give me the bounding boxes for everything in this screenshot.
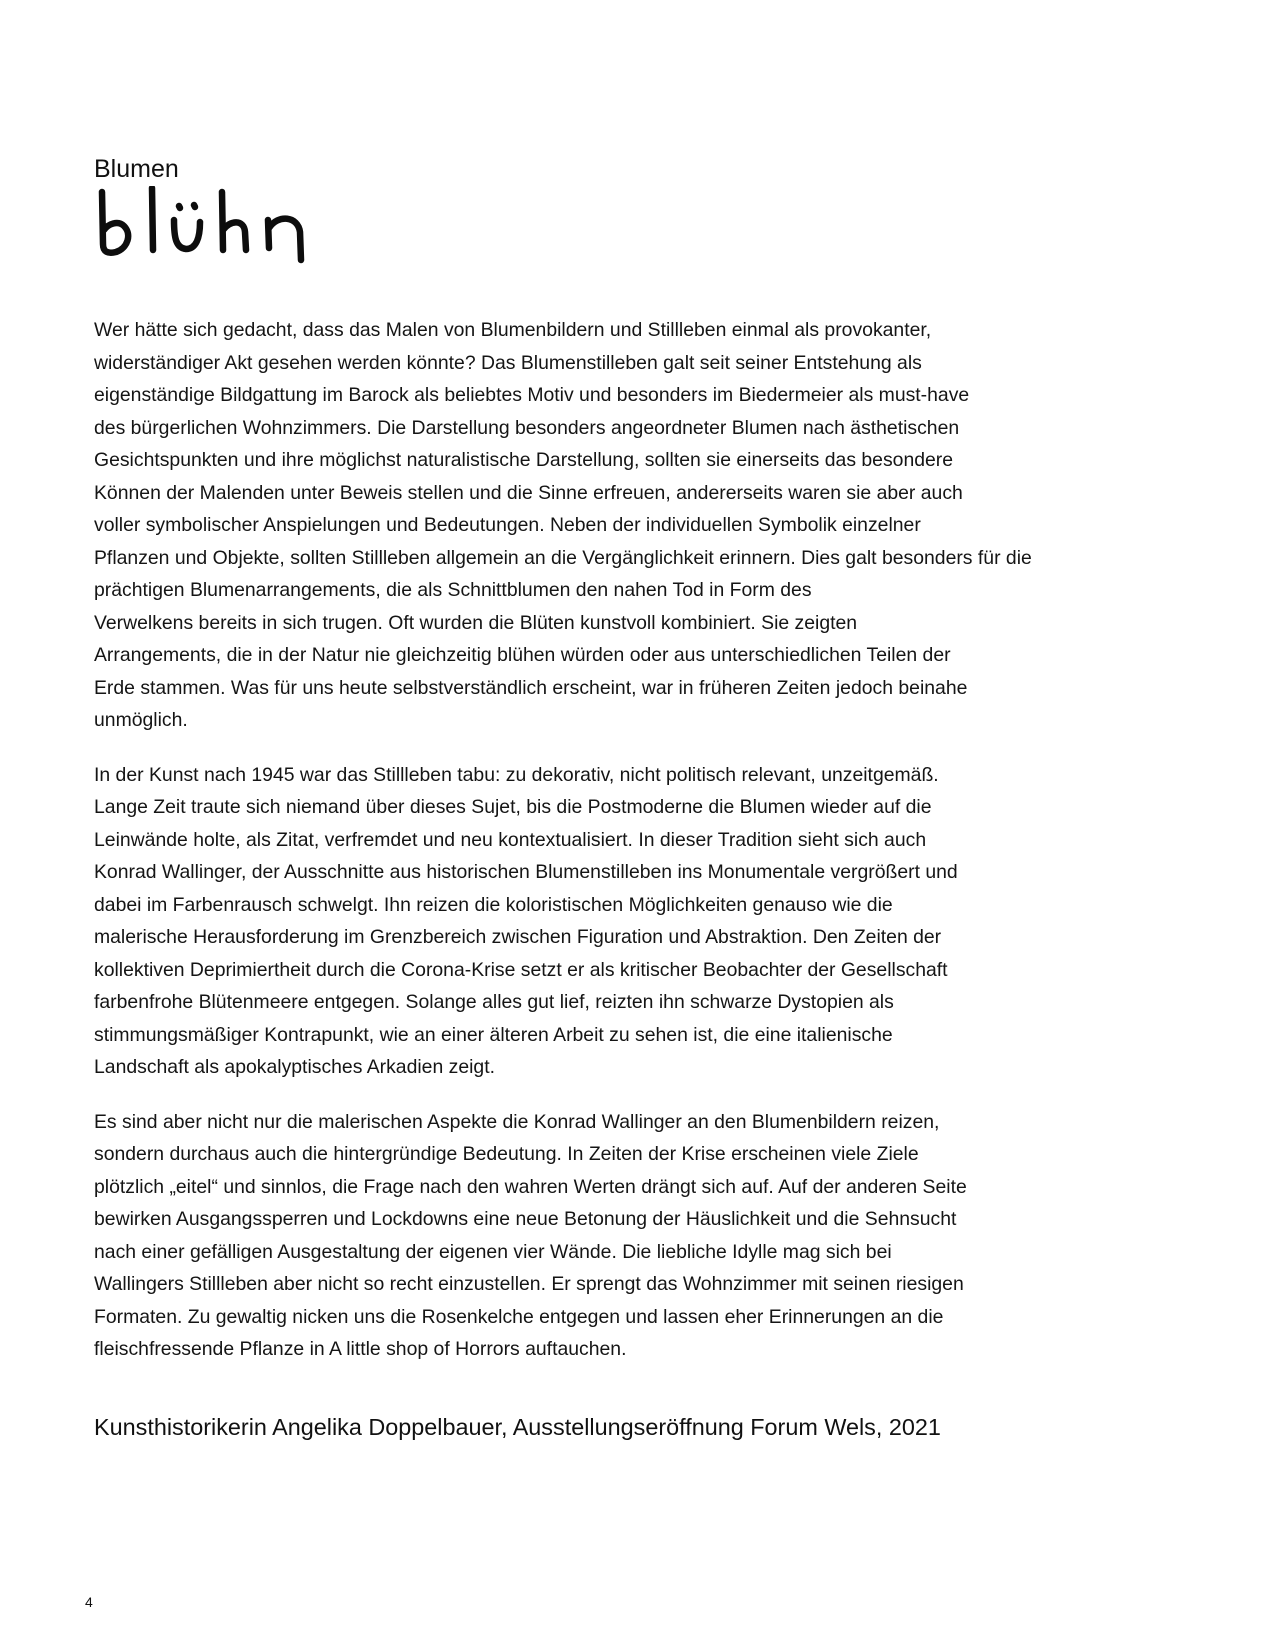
author-credit: Kunsthistorikerin Angelika Doppelbauer, Ausstellungseröffnung Forum Wels, 2021 — [94, 1414, 941, 1440]
page-number: 4 — [85, 1594, 93, 1610]
handwritten-title-graphic — [94, 186, 324, 286]
paragraph-1: Wer hätte sich gedacht, dass das Malen von Blumenbildern und Stillleben einmal als provokanter, widerständiger Akt gesehen werden könnte? Das Blumenstilleben galt seit seiner Entstehung als eigenständige Bildgattung im Barock als beliebtes Motiv und besonders im Biedermeier als must-have des bürgerlichen Wohnzimmers. Die Darstellung besonders angeordneter Blumen nach ästhetischen Gesichtspunkten und ihre möglichst naturalistische Darstellung, sollten sie einerseits das besondere Können der Malenden unter Beweis stellen und die Sinne erfreuen, andererseits waren sie aber auch voller symbolischer Anspielungen und Bedeutungen. Neben der individuellen Symbolik einzelner Pflanzen und Objekte, sollten Stillleben allgemein an die Vergänglichkeit erinnern. Dies galt besonders für die prächtigen Blumenarrangements, die als Schnittblumen den nahen Tod in Form des Verwelkens bereits in sich trugen. Oft wurden die Blüten kunstvoll kombiniert. Sie zeigten Arrangements, die in der Natur nie gleichzeitig blühen würden oder aus unterschiedlichen Teilen der Erde stammen. Was für uns heute selbstverständlich erscheint, war in früheren Zeiten jedoch beinahe unmöglich. — [94, 319, 1032, 731]
paragraph-3: Es sind aber nicht nur die malerischen Aspekte die Konrad Wallinger an den Blumenbildern reizen, sondern durchaus auch die hintergründige Bedeutung. In Zeiten der Krise erscheinen viele Ziele plötzlich „eitel“ und sinnlos, die Frage nach den wahren Werten drängt sich auf. Auf der anderen Seite bewirken Ausgangssperren und Lockdowns eine neue Betonung der Häuslichkeit und die Sehnsucht nach einer gefälligen Ausgestaltung der eigenen vier Wände. Die liebliche Idylle mag sich bei Wallingers Stillleben aber nicht so recht einzustellen. Er sprengt das Wohnzimmer mit seinen riesigen Formaten. Zu gewaltig nicken uns die Rosenkelche entgegen und lassen eher Erinnerungen an die fleischfressende Pflanze in A little shop of Horrors auftauchen. — [94, 1110, 967, 1360]
article-body — [94, 314, 1154, 1366]
title-line-1: Blumen — [94, 155, 179, 183]
paragraph-2: In der Kunst nach 1945 war das Stillleben tabu: zu dekorativ, nicht politisch relevant, unzeitgemäß. Lange Zeit traute sich niemand über dieses Sujet, bis die Postmoderne die Blumen wieder auf die Leinwände holte, als Zitat, verfremdet und neu kontextualisiert. In dieser Tradition sieht sich auch Konrad Wallinger, der Ausschnitte aus historischen Blumenstilleben ins Monumentale vergrößert und dabei im Farbenrausch schwelgt. Ihn reizen die koloristischen Möglichkeiten genauso wie die malerische Herausforderung im Grenzbereich zwischen Figuration und Abstraktion. Den Zeiten der kollektiven Deprimiertheit durch die Corona-Krise setzt er als kritischer Beobachter der Gesellschaft farbenfrohe Blütenmeere entgegen. Solange alles gut lief, reizten ihn schwarze Dystopien als stimmungsmäßiger Kontrapunkt, wie an einer älteren Arbeit zu sehen ist, die eine italienische Landschaft als apokalyptisches Arkadien zeigt. — [94, 763, 958, 1078]
handwritten-title — [94, 186, 324, 286]
